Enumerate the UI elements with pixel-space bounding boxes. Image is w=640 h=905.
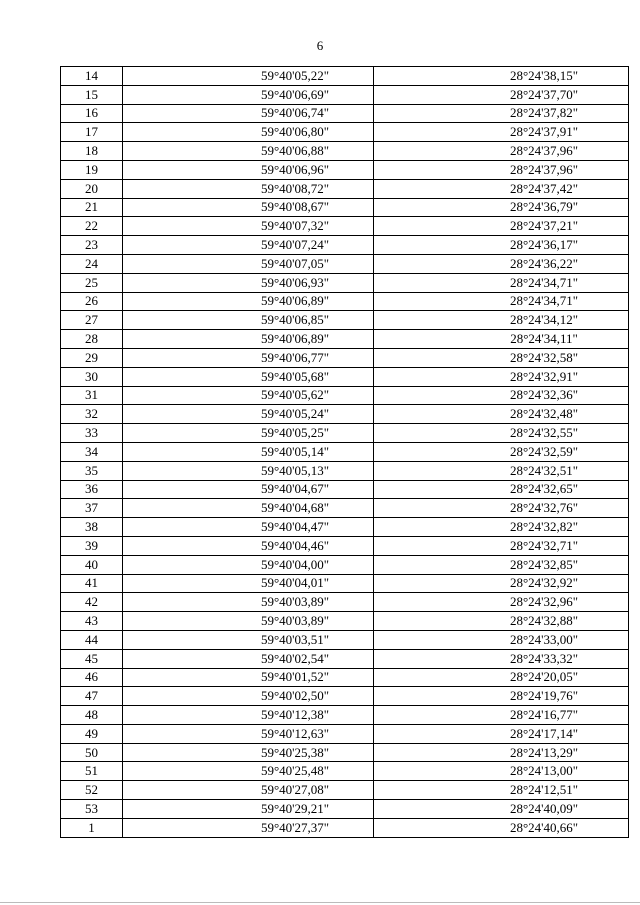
point-number-cell: 21: [61, 198, 123, 217]
point-number-cell: 36: [61, 480, 123, 499]
point-number-cell: 19: [61, 160, 123, 179]
table-row: [61, 480, 629, 499]
latitude-cell: 59°40'06,88": [123, 142, 374, 161]
latitude-cell: 59°40'05,22": [123, 67, 374, 86]
longitude-cell: 28°24'32,96": [374, 593, 629, 612]
point-number-cell: 38: [61, 518, 123, 537]
longitude-cell: 28°24'12,51": [374, 781, 629, 800]
longitude-cell: 28°24'32,55": [374, 424, 629, 443]
latitude-cell: 59°40'06,80": [123, 123, 374, 142]
latitude-cell: 59°40'12,63": [123, 724, 374, 743]
point-number-cell: 49: [61, 724, 123, 743]
point-number-cell: 31: [61, 386, 123, 405]
table-row: [61, 818, 629, 837]
point-number-cell: 17: [61, 123, 123, 142]
point-number-cell: 28: [61, 330, 123, 349]
table-row: [61, 367, 629, 386]
longitude-cell: 28°24'34,71": [374, 273, 629, 292]
point-number-cell: 44: [61, 630, 123, 649]
latitude-cell: 59°40'07,32": [123, 217, 374, 236]
table-row: [61, 574, 629, 593]
point-number-cell: 20: [61, 179, 123, 198]
latitude-cell: 59°40'04,01": [123, 574, 374, 593]
longitude-cell: 28°24'32,88": [374, 612, 629, 631]
longitude-cell: 28°24'36,17": [374, 236, 629, 255]
longitude-cell: 28°24'37,96": [374, 142, 629, 161]
page-bottom-edge: [0, 902, 640, 903]
table-row: [61, 236, 629, 255]
latitude-cell: 59°40'25,38": [123, 743, 374, 762]
latitude-cell: 59°40'05,68": [123, 367, 374, 386]
longitude-cell: 28°24'32,58": [374, 348, 629, 367]
table-row: [61, 630, 629, 649]
latitude-cell: 59°40'03,51": [123, 630, 374, 649]
point-number-cell: 1: [61, 818, 123, 837]
table-row: [61, 424, 629, 443]
longitude-cell: 28°24'32,48": [374, 405, 629, 424]
point-number-cell: 37: [61, 499, 123, 518]
point-number-cell: 50: [61, 743, 123, 762]
longitude-cell: 28°24'13,00": [374, 762, 629, 781]
point-number-cell: 14: [61, 67, 123, 86]
point-number-cell: 23: [61, 236, 123, 255]
point-number-cell: 24: [61, 254, 123, 273]
table-row: [61, 254, 629, 273]
table-row: [61, 292, 629, 311]
longitude-cell: 28°24'37,70": [374, 85, 629, 104]
point-number-cell: 34: [61, 442, 123, 461]
longitude-cell: 28°24'37,82": [374, 104, 629, 123]
point-number-cell: 26: [61, 292, 123, 311]
latitude-cell: 59°40'04,46": [123, 536, 374, 555]
table-row: [61, 85, 629, 104]
table-row: [61, 104, 629, 123]
longitude-cell: 28°24'37,42": [374, 179, 629, 198]
point-number-cell: 41: [61, 574, 123, 593]
point-number-cell: 15: [61, 85, 123, 104]
table-row: [61, 67, 629, 86]
longitude-cell: 28°24'32,71": [374, 536, 629, 555]
table-row: [61, 217, 629, 236]
latitude-cell: 59°40'06,89": [123, 292, 374, 311]
table-row: [61, 649, 629, 668]
latitude-cell: 59°40'05,14": [123, 442, 374, 461]
table-row: [61, 762, 629, 781]
point-number-cell: 52: [61, 781, 123, 800]
table-row: [61, 612, 629, 631]
longitude-cell: 28°24'20,05": [374, 668, 629, 687]
longitude-cell: 28°24'36,22": [374, 254, 629, 273]
longitude-cell: 28°24'32,85": [374, 555, 629, 574]
point-number-cell: 42: [61, 593, 123, 612]
latitude-cell: 59°40'08,72": [123, 179, 374, 198]
table-row: [61, 273, 629, 292]
latitude-cell: 59°40'02,54": [123, 649, 374, 668]
table-row: [61, 743, 629, 762]
latitude-cell: 59°40'07,05": [123, 254, 374, 273]
coordinates-table: [60, 66, 629, 838]
latitude-cell: 59°40'12,38": [123, 706, 374, 725]
point-number-cell: 29: [61, 348, 123, 367]
table-row: [61, 311, 629, 330]
table-row: [61, 461, 629, 480]
point-number-cell: 45: [61, 649, 123, 668]
longitude-cell: 28°24'36,79": [374, 198, 629, 217]
longitude-cell: 28°24'38,15": [374, 67, 629, 86]
longitude-cell: 28°24'32,65": [374, 480, 629, 499]
latitude-cell: 59°40'06,89": [123, 330, 374, 349]
table-row: [61, 386, 629, 405]
latitude-cell: 59°40'27,08": [123, 781, 374, 800]
point-number-cell: 16: [61, 104, 123, 123]
latitude-cell: 59°40'25,48": [123, 762, 374, 781]
longitude-cell: 28°24'32,91": [374, 367, 629, 386]
table-row: [61, 687, 629, 706]
latitude-cell: 59°40'06,69": [123, 85, 374, 104]
table-row: [61, 405, 629, 424]
latitude-cell: 59°40'04,68": [123, 499, 374, 518]
point-number-cell: 46: [61, 668, 123, 687]
point-number-cell: 35: [61, 461, 123, 480]
table-row: [61, 442, 629, 461]
longitude-cell: 28°24'33,00": [374, 630, 629, 649]
longitude-cell: 28°24'40,66": [374, 818, 629, 837]
table-row: [61, 706, 629, 725]
point-number-cell: 32: [61, 405, 123, 424]
longitude-cell: 28°24'33,32": [374, 649, 629, 668]
table-row: [61, 668, 629, 687]
point-number-cell: 43: [61, 612, 123, 631]
point-number-cell: 30: [61, 367, 123, 386]
point-number-cell: 53: [61, 800, 123, 819]
latitude-cell: 59°40'04,67": [123, 480, 374, 499]
point-number-cell: 33: [61, 424, 123, 443]
latitude-cell: 59°40'07,24": [123, 236, 374, 255]
point-number-cell: 18: [61, 142, 123, 161]
longitude-cell: 28°24'37,91": [374, 123, 629, 142]
coordinates-table-body: [61, 67, 629, 838]
point-number-cell: 39: [61, 536, 123, 555]
longitude-cell: 28°24'37,96": [374, 160, 629, 179]
table-row: [61, 142, 629, 161]
latitude-cell: 59°40'04,47": [123, 518, 374, 537]
point-number-cell: 27: [61, 311, 123, 330]
longitude-cell: 28°24'34,12": [374, 311, 629, 330]
longitude-cell: 28°24'34,71": [374, 292, 629, 311]
latitude-cell: 59°40'06,85": [123, 311, 374, 330]
table-row: [61, 800, 629, 819]
longitude-cell: 28°24'17,14": [374, 724, 629, 743]
latitude-cell: 59°40'05,13": [123, 461, 374, 480]
table-row: [61, 198, 629, 217]
latitude-cell: 59°40'08,67": [123, 198, 374, 217]
point-number-cell: 51: [61, 762, 123, 781]
latitude-cell: 59°40'03,89": [123, 612, 374, 631]
table-row: [61, 179, 629, 198]
table-row: [61, 499, 629, 518]
latitude-cell: 59°40'06,96": [123, 160, 374, 179]
table-row: [61, 536, 629, 555]
latitude-cell: 59°40'27,37": [123, 818, 374, 837]
latitude-cell: 59°40'01,52": [123, 668, 374, 687]
latitude-cell: 59°40'03,89": [123, 593, 374, 612]
longitude-cell: 28°24'37,21": [374, 217, 629, 236]
latitude-cell: 59°40'05,62": [123, 386, 374, 405]
longitude-cell: 28°24'32,82": [374, 518, 629, 537]
longitude-cell: 28°24'13,29": [374, 743, 629, 762]
point-number-cell: 48: [61, 706, 123, 725]
longitude-cell: 28°24'32,59": [374, 442, 629, 461]
point-number-cell: 25: [61, 273, 123, 292]
table-row: [61, 330, 629, 349]
latitude-cell: 59°40'06,93": [123, 273, 374, 292]
longitude-cell: 28°24'16,77": [374, 706, 629, 725]
table-row: [61, 593, 629, 612]
table-row: [61, 781, 629, 800]
point-number-cell: 40: [61, 555, 123, 574]
longitude-cell: 28°24'19,76": [374, 687, 629, 706]
table-row: [61, 555, 629, 574]
latitude-cell: 59°40'02,50": [123, 687, 374, 706]
point-number-cell: 47: [61, 687, 123, 706]
latitude-cell: 59°40'05,25": [123, 424, 374, 443]
point-number-cell: 22: [61, 217, 123, 236]
latitude-cell: 59°40'29,21": [123, 800, 374, 819]
longitude-cell: 28°24'32,36": [374, 386, 629, 405]
latitude-cell: 59°40'04,00": [123, 555, 374, 574]
table-row: [61, 160, 629, 179]
longitude-cell: 28°24'40,09": [374, 800, 629, 819]
table-row: [61, 123, 629, 142]
table-row: [61, 518, 629, 537]
table-row: [61, 724, 629, 743]
latitude-cell: 59°40'05,24": [123, 405, 374, 424]
longitude-cell: 28°24'32,76": [374, 499, 629, 518]
latitude-cell: 59°40'06,77": [123, 348, 374, 367]
longitude-cell: 28°24'32,92": [374, 574, 629, 593]
longitude-cell: 28°24'34,11": [374, 330, 629, 349]
latitude-cell: 59°40'06,74": [123, 104, 374, 123]
table-row: [61, 348, 629, 367]
page-number: 6: [316, 38, 324, 53]
longitude-cell: 28°24'32,51": [374, 461, 629, 480]
